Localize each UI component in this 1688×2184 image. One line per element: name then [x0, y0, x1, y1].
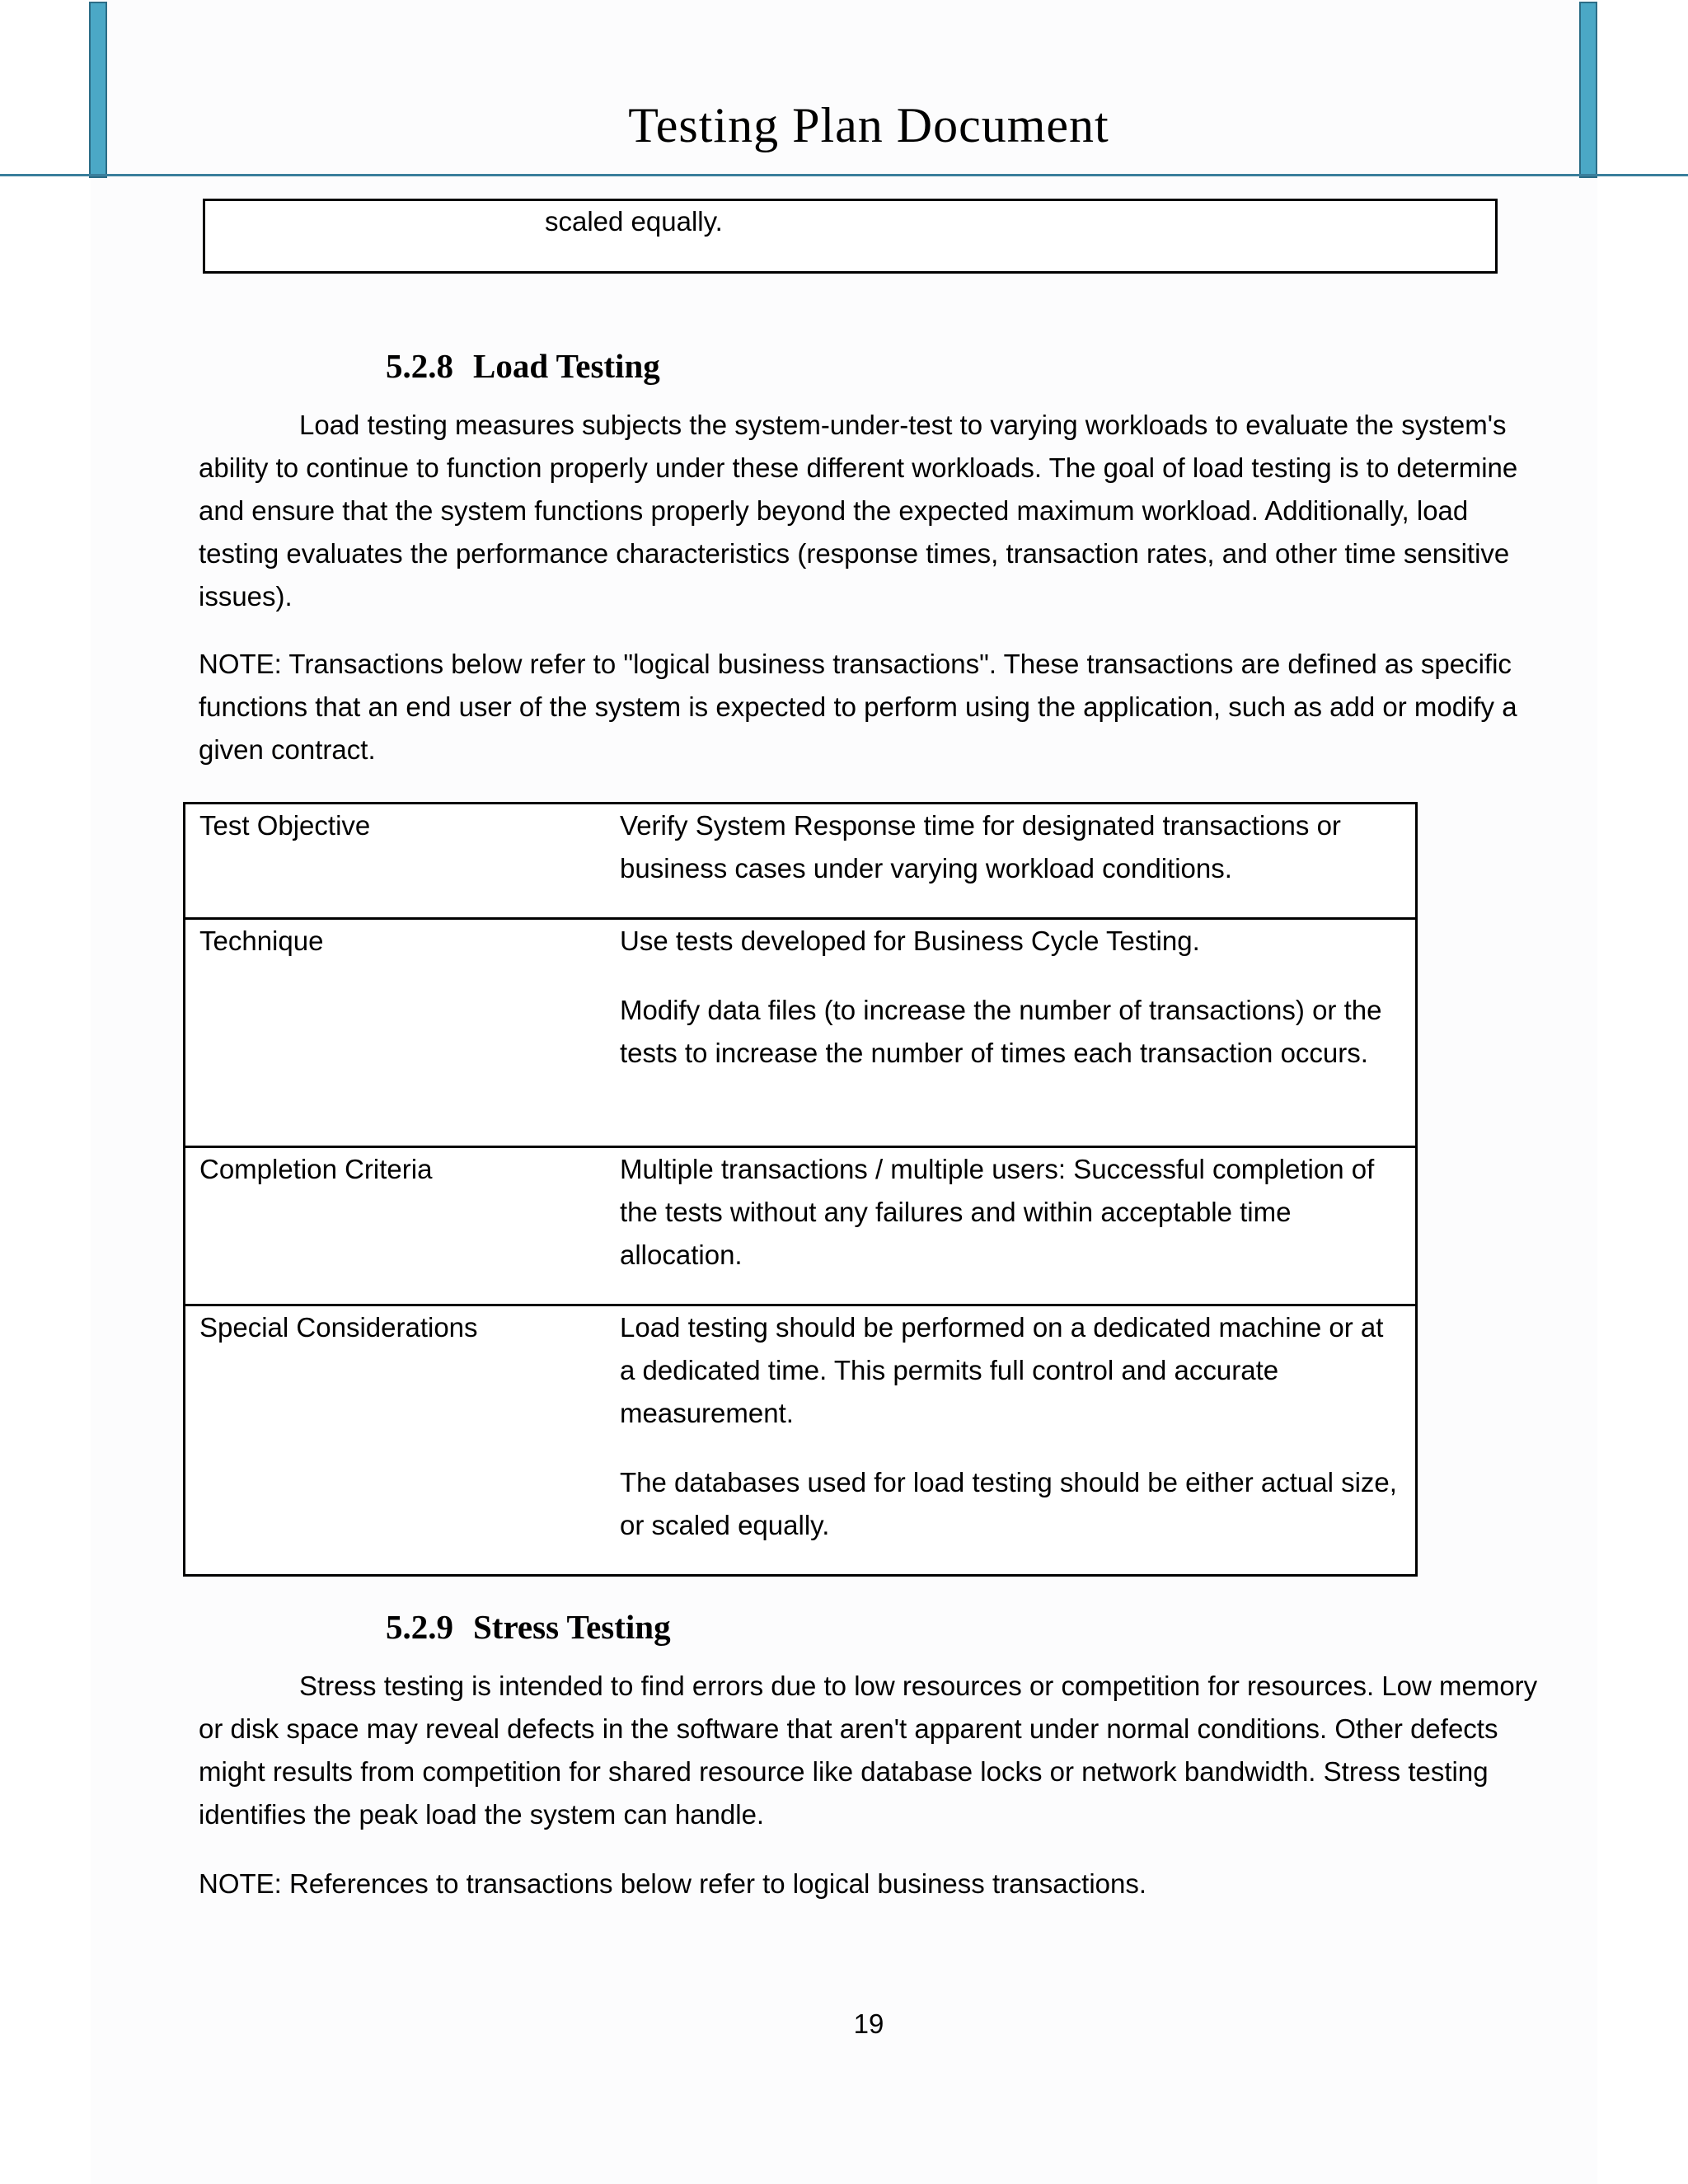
table-cell-paragraph: Multiple transactions / multiple users: Successful completion of the tests without any failures and within acceptable time allocation. — [620, 1154, 1375, 1270]
table-row-value — [603, 1305, 1417, 1576]
table-cell-paragraph: Modify data files (to increase the number of transactions) or the tests to increase the number of times each transaction occurs. — [620, 995, 1382, 1068]
continued-table-cell — [203, 199, 1498, 274]
stress-testing-note: NOTE: References to transactions below refer to logical business transactions. — [199, 1868, 1147, 1899]
table-cell-paragraph: Load testing should be performed on a dedicated machine or at a dedicated time. This permits full control and accurate measurement. — [620, 1312, 1384, 1428]
table-cell-paragraph: Verify System Response time for designated transactions or business cases under varying workload conditions. — [620, 810, 1341, 883]
load-testing-description: Load testing measures subjects the system-under-test to varying workloads to evaluate the system's ability to continue to function properly under these different workloads. The goal of load testing is to determine and ensure that the system functions properly beyond the expected maximum workload. Additionally, load testing evaluates the performance characteristics (response times, transaction rates, and other time sensitive issues). — [199, 410, 1518, 612]
section-number: 5.2.9 — [386, 1608, 453, 1646]
table-row-label: Completion Criteria — [185, 1147, 604, 1305]
continued-table-text: scaled equally. — [545, 206, 723, 237]
stress-testing-description: Stress testing is intended to find errors due to low resources or competition for resources. Low memory or disk space may reveal defects in the software that aren't apparent under normal conditions. Other defects might results from competition for shared resource like database locks or network bandwidth. Stress testing identifies the peak load the system can handle. — [199, 1671, 1538, 1830]
load-testing-note: NOTE: Transactions below refer to "logical business transactions". These transactions are defined as specific functions that an end user of the system is expected to perform using the application, such as add or modify a given contract. — [199, 649, 1517, 765]
table-row — [185, 919, 1417, 1147]
section-heading-stress-testing — [386, 1607, 671, 1647]
table-row — [185, 804, 1417, 919]
table-row-label: Special Considerations — [185, 1305, 604, 1576]
section-title: Stress Testing — [473, 1608, 671, 1646]
section-title: Load Testing — [473, 347, 660, 385]
page-header-title: Testing Plan Document — [628, 98, 1109, 152]
table-row-label: Technique — [185, 919, 604, 1147]
load-testing-table — [183, 802, 1418, 1577]
section-heading-load-testing — [386, 346, 660, 386]
table-cell-paragraph: Use tests developed for Business Cycle Testing. — [620, 926, 1200, 956]
table-row-label: Test Objective — [185, 804, 604, 919]
table-row — [185, 1305, 1417, 1576]
table-row-value — [603, 919, 1417, 1147]
header-divider — [0, 174, 1688, 176]
table-row — [185, 1147, 1417, 1305]
table-cell-paragraph: The databases used for load testing should be either actual size, or scaled equally. — [620, 1467, 1397, 1540]
table-row-value — [603, 1147, 1417, 1305]
section-number: 5.2.8 — [386, 347, 453, 385]
table-row-value — [603, 804, 1417, 919]
page-number: 19 — [853, 2008, 884, 2039]
